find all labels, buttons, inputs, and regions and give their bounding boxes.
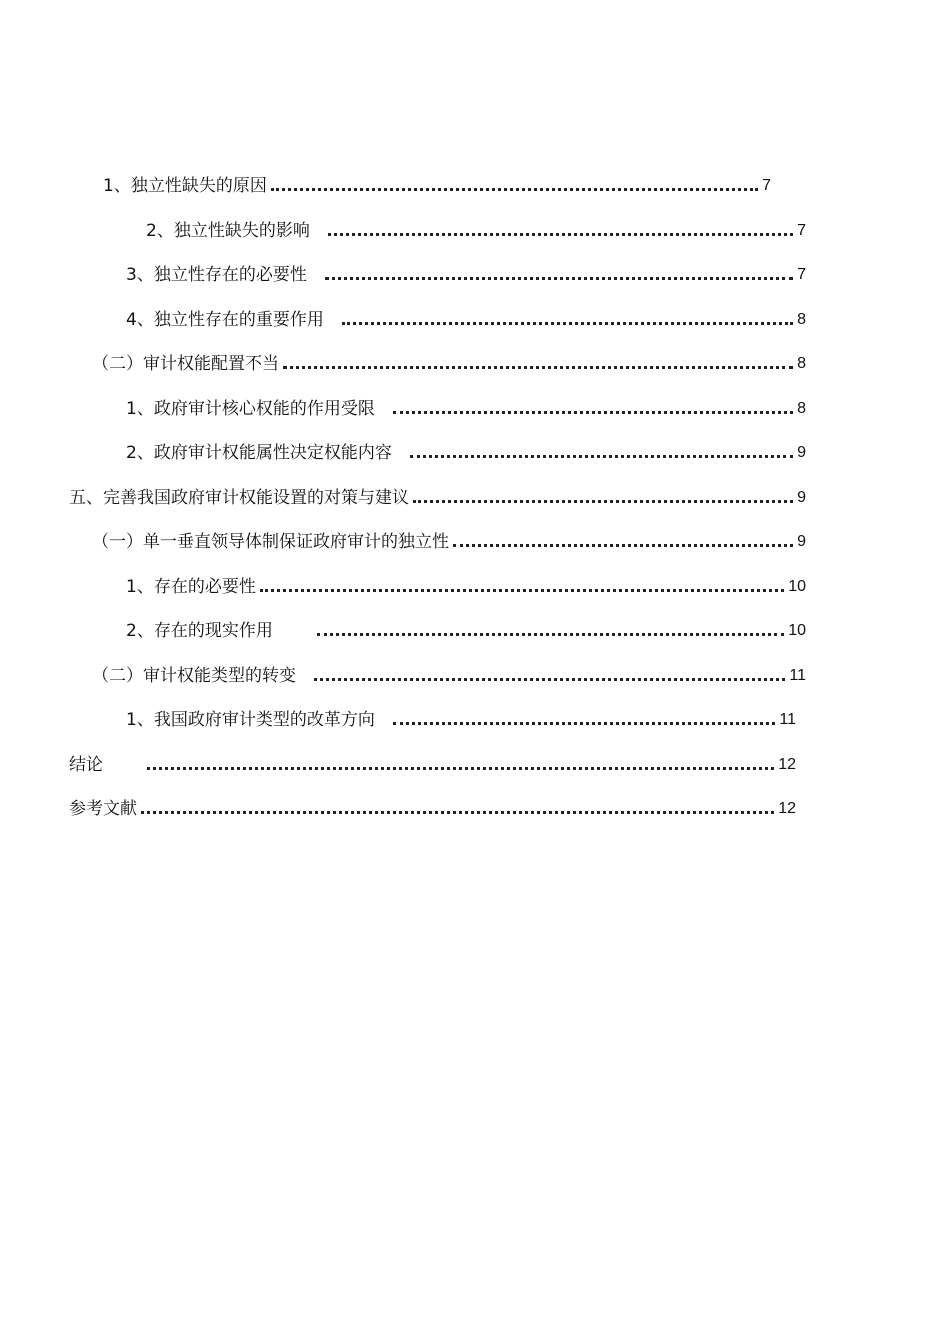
toc-dot-leader [317,633,784,636]
toc-dot-leader [147,767,774,770]
toc-entry-page: 9 [797,489,806,506]
toc-entry-title: 1、存在的必要性 [126,577,256,597]
toc-entry-title: 2、独立性缺失的影响 [146,221,310,241]
toc-entry[interactable] [92,527,806,553]
toc-entry-page: 8 [797,311,806,328]
toc-dot-leader [271,188,758,191]
toc-entry-title: 参考文献 [69,799,137,819]
toc-entry-title: 3、独立性存在的必要性 [126,265,307,285]
toc-entry[interactable] [126,616,806,642]
toc-entry-page: 7 [797,222,806,239]
toc-dot-leader [393,411,793,414]
toc-entry-title: 4、独立性存在的重要作用 [126,310,324,330]
toc-entry[interactable] [69,483,806,509]
toc-dot-leader [328,233,793,236]
toc-entry[interactable] [126,260,806,286]
toc-dot-leader [325,277,793,280]
toc-dot-leader [283,366,793,369]
toc-entry-title: （二）审计权能配置不当 [92,354,279,374]
toc-entry[interactable] [69,750,796,776]
toc-entry-title: （一）单一垂直领导体制保证政府审计的独立性 [92,532,449,552]
toc-entry-page: 11 [779,711,796,728]
toc-entry-page: 12 [778,756,796,773]
toc-entry-title: 1、独立性缺失的原因 [103,176,267,196]
toc-dot-leader [393,722,776,725]
toc-entry[interactable] [126,705,796,731]
toc-entry-title: 1、政府审计核心权能的作用受限 [126,399,375,419]
toc-dot-leader [342,322,793,325]
toc-entry-page: 7 [762,177,771,194]
toc-entry-title: 五、完善我国政府审计权能设置的对策与建议 [69,488,409,508]
toc-entry-page: 8 [797,355,806,372]
toc-dot-leader [410,455,793,458]
toc-dot-leader [314,678,785,681]
toc-dot-leader [453,544,793,547]
toc-entry[interactable] [126,394,806,420]
toc-entry-title: 结论 [69,755,103,775]
toc-entry[interactable] [103,171,771,197]
toc-dot-leader [413,500,793,503]
toc-entry-title: （二）审计权能类型的转变 [92,666,296,686]
toc-entry[interactable] [69,794,796,820]
toc-entry-page: 8 [797,400,806,417]
toc-entry[interactable] [126,572,806,598]
toc-entry-page: 10 [788,578,806,595]
toc-entry-page: 9 [797,444,806,461]
toc-entry-page: 12 [778,800,796,817]
toc-entry[interactable] [146,216,806,242]
toc-entry-page: 7 [797,266,806,283]
toc-entry-title: 2、政府审计权能属性决定权能内容 [126,443,392,463]
toc-entry[interactable] [126,438,806,464]
toc-entry[interactable] [92,349,806,375]
toc-entry-title: 2、存在的现实作用 [126,621,273,641]
toc-entry-page: 11 [789,667,806,684]
toc-entry-page: 10 [788,622,806,639]
toc-dot-leader [260,589,784,592]
toc-entry[interactable] [92,661,806,687]
toc-entry-page: 9 [797,533,806,550]
toc-dot-leader [141,811,774,814]
toc-entry-title: 1、我国政府审计类型的改革方向 [126,710,375,730]
toc-entry[interactable] [126,305,806,331]
